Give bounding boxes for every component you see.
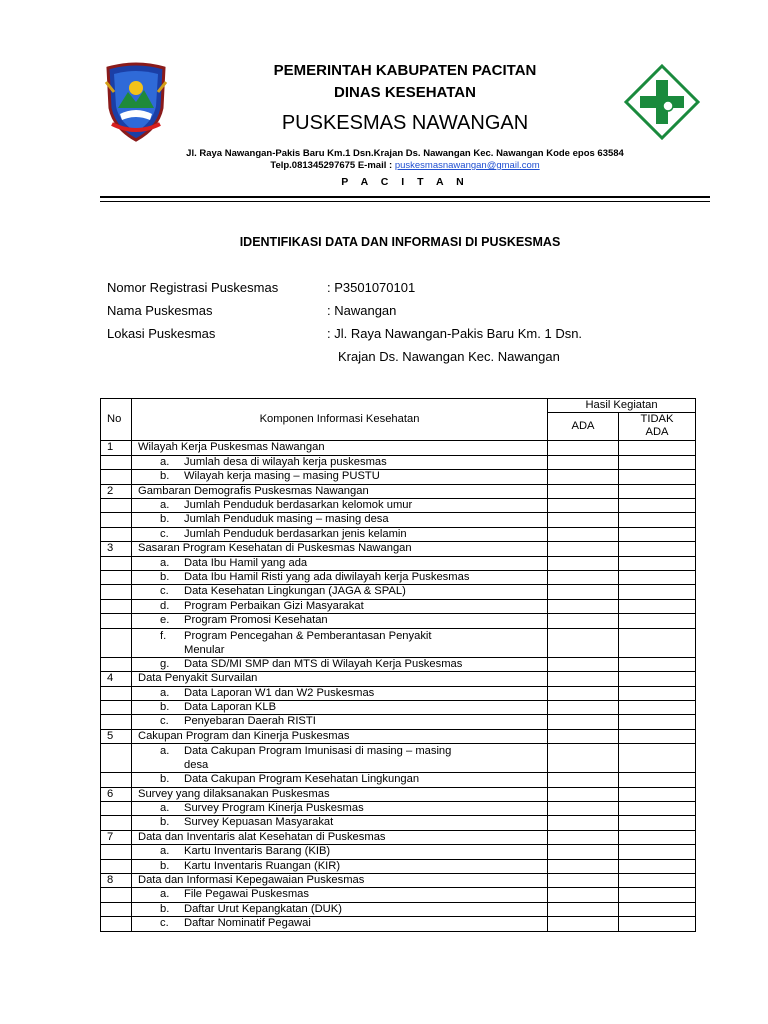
item-text: File Pegawai Puskesmas [184, 888, 309, 901]
item-marker: a. [160, 888, 170, 901]
ada-checkbox-cell[interactable] [548, 700, 619, 714]
table-row [101, 542, 696, 556]
field-value-location-cont: Krajan Ds. Nawangan Kec. Nawangan [338, 349, 560, 364]
row-number [101, 773, 132, 787]
row-component [132, 484, 548, 498]
table-row [101, 715, 696, 729]
row-number [101, 700, 132, 714]
ada-checkbox-cell[interactable] [548, 585, 619, 599]
ada-checkbox-cell[interactable] [548, 513, 619, 527]
ada-checkbox-cell[interactable] [548, 672, 619, 686]
tidak-ada-checkbox-cell[interactable] [619, 700, 696, 714]
tidak-ada-checkbox-cell[interactable] [619, 556, 696, 570]
field-label-location: Lokasi Puskesmas [107, 326, 216, 341]
item-marker: g. [160, 657, 170, 670]
item-text: Jumlah Penduduk masing – masing desa [184, 513, 389, 526]
row-number [101, 556, 132, 570]
table-row [101, 571, 696, 585]
ada-checkbox-cell[interactable] [548, 686, 619, 700]
puskesmas-cross-logo-icon [624, 64, 700, 140]
row-number [101, 715, 132, 729]
ada-checkbox-cell[interactable] [548, 499, 619, 513]
row-component [132, 801, 548, 815]
row-number [101, 571, 132, 585]
row-component [132, 917, 548, 931]
item-marker: b. [160, 773, 170, 786]
item-text: Data dan Inventaris alat Kesehatan di Puskesmas [138, 830, 386, 843]
row-number [101, 686, 132, 700]
col-header-tidak: TIDAK [640, 413, 674, 426]
item-text: Program Pencegahan & Pemberantasan Penyakit [184, 629, 432, 642]
table-row [101, 816, 696, 830]
item-marker: c. [160, 715, 169, 728]
row-component [132, 614, 548, 628]
row-component [132, 787, 548, 801]
item-text: Survey yang dilaksanakan Puskesmas [138, 787, 330, 800]
contact-line [100, 160, 710, 171]
department-name: DINAS KESEHATAN [334, 84, 476, 101]
item-text: Survey Kepuasan Masyarakat [184, 816, 334, 829]
item-marker: b. [160, 470, 170, 483]
ada-checkbox-cell[interactable] [548, 729, 619, 743]
tidak-ada-checkbox-cell[interactable] [619, 801, 696, 815]
row-number: 6 [101, 787, 132, 801]
item-text: Data Kesehatan Lingkungan (JAGA & SPAL) [184, 585, 406, 598]
tidak-ada-checkbox-cell[interactable] [619, 686, 696, 700]
row-number [101, 628, 132, 657]
ada-checkbox-cell[interactable] [548, 845, 619, 859]
ada-checkbox-cell[interactable] [548, 614, 619, 628]
ada-checkbox-cell[interactable] [548, 542, 619, 556]
item-marker: b. [160, 859, 170, 872]
row-number [101, 801, 132, 815]
row-component [132, 859, 548, 873]
tidak-ada-checkbox-cell[interactable] [619, 859, 696, 873]
row-component [132, 888, 548, 902]
col-header-tidak-2: ADA [645, 426, 669, 439]
table-row [101, 902, 696, 916]
item-text: Data dan Informasi Kepegawaian Puskesmas [138, 873, 365, 886]
row-number [101, 513, 132, 527]
row-number [101, 917, 132, 931]
row-number: 5 [101, 729, 132, 743]
tidak-ada-checkbox-cell[interactable] [619, 441, 696, 455]
tidak-ada-checkbox-cell[interactable] [619, 470, 696, 484]
item-text: Jumlah Penduduk berdasarkan kelomok umur [184, 499, 413, 512]
tidak-ada-checkbox-cell[interactable] [619, 484, 696, 498]
row-number [101, 888, 132, 902]
row-number [101, 527, 132, 541]
item-marker: b. [160, 700, 170, 713]
item-marker: a. [160, 455, 170, 468]
row-number [101, 599, 132, 613]
item-marker: a. [160, 686, 170, 699]
col-header-component: Komponen Informasi Kesehatan [132, 399, 548, 441]
table-row [101, 917, 696, 931]
table-row [101, 599, 696, 613]
item-marker: a. [160, 845, 170, 858]
item-text: Data Cakupan Program Imunisasi di masing – masing [184, 745, 452, 758]
tidak-ada-checkbox-cell[interactable] [619, 628, 696, 657]
field-value-registration: : P3501070101 [327, 280, 416, 295]
row-number [101, 744, 132, 773]
ada-checkbox-cell[interactable] [548, 801, 619, 815]
item-marker: c. [160, 585, 169, 598]
item-marker: b. [160, 816, 170, 829]
ada-checkbox-cell[interactable] [548, 455, 619, 469]
item-marker: d. [160, 599, 170, 612]
row-number [101, 585, 132, 599]
table-row [101, 441, 696, 455]
item-marker: e. [160, 614, 170, 627]
table-row [101, 499, 696, 513]
row-number: 7 [101, 830, 132, 844]
field-label-name: Nama Puskesmas [107, 303, 213, 318]
table-row [101, 773, 696, 787]
row-component [132, 816, 548, 830]
row-component [132, 686, 548, 700]
row-component [132, 902, 548, 916]
information-table [100, 398, 696, 932]
field-value-location: : Jl. Raya Nawangan-Pakis Baru Km. 1 Dsn. [327, 326, 583, 341]
item-text: Program Promosi Kesehatan [184, 614, 328, 627]
item-text: Data Ibu Hamil Risti yang ada diwilayah kerja Puskesmas [184, 571, 470, 584]
ada-checkbox-cell[interactable] [548, 744, 619, 773]
ada-checkbox-cell[interactable] [548, 441, 619, 455]
table-row [101, 830, 696, 844]
col-header-tidak-ada [619, 413, 696, 441]
ada-checkbox-cell[interactable] [548, 873, 619, 887]
item-marker: b. [160, 513, 170, 526]
item-text: Program Perbaikan Gizi Masyarakat [184, 599, 364, 612]
ada-checkbox-cell[interactable] [548, 715, 619, 729]
item-text-continued: Menular [184, 643, 225, 656]
item-text: Daftar Nominatif Pegawai [184, 917, 311, 930]
tidak-ada-checkbox-cell[interactable] [619, 830, 696, 844]
tidak-ada-checkbox-cell[interactable] [619, 845, 696, 859]
item-marker: f. [160, 629, 167, 642]
item-text: Data SD/MI SMP dan MTS di Wilayah Kerja Puskesmas [184, 657, 463, 670]
row-component [132, 499, 548, 513]
table-row [101, 845, 696, 859]
tidak-ada-checkbox-cell[interactable] [619, 499, 696, 513]
table-row [101, 801, 696, 815]
ada-checkbox-cell[interactable] [548, 527, 619, 541]
table-row [101, 744, 696, 773]
table-row [101, 513, 696, 527]
tidak-ada-checkbox-cell[interactable] [619, 599, 696, 613]
tidak-ada-checkbox-cell[interactable] [619, 614, 696, 628]
table-row [101, 527, 696, 541]
table-row [101, 873, 696, 887]
ada-checkbox-cell[interactable] [548, 773, 619, 787]
row-component [132, 773, 548, 787]
tidak-ada-checkbox-cell[interactable] [619, 917, 696, 931]
item-text: Kartu Inventaris Ruangan (KIR) [184, 859, 341, 872]
row-number [101, 816, 132, 830]
row-number [101, 455, 132, 469]
tidak-ada-checkbox-cell[interactable] [619, 787, 696, 801]
table-row [101, 888, 696, 902]
row-component [132, 585, 548, 599]
email-link[interactable]: puskesmasnawangan@gmail.com [394, 160, 540, 171]
city-name: P A C I T A N [341, 176, 469, 188]
table-header-row [101, 399, 696, 413]
ada-checkbox-cell[interactable] [548, 787, 619, 801]
item-text: Data Penyakit Survailan [138, 672, 258, 685]
table-row [101, 657, 696, 671]
ada-checkbox-cell[interactable] [548, 470, 619, 484]
row-component [132, 556, 548, 570]
item-marker: b. [160, 571, 170, 584]
item-marker: c. [160, 527, 169, 540]
item-text: Daftar Urut Kepangkatan (DUK) [184, 902, 342, 915]
row-component [132, 571, 548, 585]
tidak-ada-checkbox-cell[interactable] [619, 585, 696, 599]
row-component [132, 455, 548, 469]
field-label-registration: Nomor Registrasi Puskesmas [107, 280, 279, 295]
table-row [101, 787, 696, 801]
pacitan-regency-emblem-icon [104, 62, 168, 142]
row-component [132, 441, 548, 455]
row-number: 4 [101, 672, 132, 686]
row-component [132, 527, 548, 541]
tidak-ada-checkbox-cell[interactable] [619, 571, 696, 585]
item-marker: a. [160, 556, 170, 569]
row-number [101, 859, 132, 873]
item-text: Data Cakupan Program Kesehatan Lingkungan [184, 773, 420, 786]
row-number [101, 470, 132, 484]
ada-checkbox-cell[interactable] [548, 599, 619, 613]
puskesmas-name: PUSKESMAS NAWANGAN [281, 112, 529, 134]
item-marker: b. [160, 902, 170, 915]
ada-checkbox-cell[interactable] [548, 830, 619, 844]
table-row [101, 729, 696, 743]
ada-checkbox-cell[interactable] [548, 816, 619, 830]
row-number [101, 845, 132, 859]
ada-checkbox-cell[interactable] [548, 571, 619, 585]
address-line: Jl. Raya Nawangan-Pakis Baru Km.1 Dsn.Krajan Ds. Nawangan Kec. Nawangan Kode epos 63584 [186, 148, 624, 159]
ada-checkbox-cell[interactable] [548, 859, 619, 873]
row-component [132, 700, 548, 714]
row-number: 8 [101, 873, 132, 887]
tidak-ada-checkbox-cell[interactable] [619, 455, 696, 469]
table-row [101, 614, 696, 628]
row-number: 2 [101, 484, 132, 498]
item-text: Cakupan Program dan Kinerja Puskesmas [138, 729, 350, 742]
row-component [132, 845, 548, 859]
header-divider-thin [100, 201, 710, 202]
ada-checkbox-cell[interactable] [548, 657, 619, 671]
item-text: Wilayah Kerja Puskesmas Nawangan [138, 441, 325, 454]
row-component [132, 657, 548, 671]
item-marker: a. [160, 499, 170, 512]
row-component [132, 830, 548, 844]
table-row [101, 859, 696, 873]
ada-checkbox-cell[interactable] [548, 484, 619, 498]
ada-checkbox-cell[interactable] [548, 902, 619, 916]
row-number [101, 614, 132, 628]
row-number [101, 499, 132, 513]
document-title: IDENTIFIKASI DATA DAN INFORMASI DI PUSKESMAS [239, 235, 561, 249]
tidak-ada-checkbox-cell[interactable] [619, 773, 696, 787]
tidak-ada-checkbox-cell[interactable] [619, 527, 696, 541]
table-row [101, 628, 696, 657]
item-text: Wilayah kerja masing – masing PUSTU [184, 470, 380, 483]
tidak-ada-checkbox-cell[interactable] [619, 542, 696, 556]
table-row [101, 556, 696, 570]
item-marker: a. [160, 745, 170, 758]
row-component [132, 744, 548, 773]
tidak-ada-checkbox-cell[interactable] [619, 672, 696, 686]
item-text: Data Ibu Hamil yang ada [184, 556, 308, 569]
item-text: Survey Program Kinerja Puskesmas [184, 801, 364, 814]
row-number [101, 902, 132, 916]
table-row [101, 484, 696, 498]
col-header-result: Hasil Kegiatan [548, 399, 696, 413]
ada-checkbox-cell[interactable] [548, 917, 619, 931]
contact-phone: Telp.081345297675 E-mail : [270, 160, 395, 171]
ada-checkbox-cell[interactable] [548, 628, 619, 657]
table-row [101, 470, 696, 484]
field-value-name: : Nawangan [327, 303, 397, 318]
tidak-ada-checkbox-cell[interactable] [619, 513, 696, 527]
row-number: 1 [101, 441, 132, 455]
item-text: Data Laporan KLB [184, 700, 277, 713]
table-row [101, 686, 696, 700]
tidak-ada-checkbox-cell[interactable] [619, 902, 696, 916]
col-header-no: No [101, 399, 132, 441]
tidak-ada-checkbox-cell[interactable] [619, 715, 696, 729]
row-component [132, 470, 548, 484]
row-number: 3 [101, 542, 132, 556]
col-header-ada: ADA [548, 413, 619, 441]
item-text: Gambaran Demografis Puskesmas Nawangan [138, 484, 369, 497]
tidak-ada-checkbox-cell[interactable] [619, 873, 696, 887]
table-row [101, 672, 696, 686]
table-row [101, 585, 696, 599]
government-name: PEMERINTAH KABUPATEN PACITAN [273, 62, 537, 79]
row-component [132, 542, 548, 556]
item-marker: c. [160, 917, 169, 930]
item-text: Jumlah desa di wilayah kerja puskesmas [184, 455, 387, 468]
tidak-ada-checkbox-cell[interactable] [619, 744, 696, 773]
row-component [132, 873, 548, 887]
item-text: Jumlah Penduduk berdasarkan jenis kelamin [184, 527, 407, 540]
row-component [132, 729, 548, 743]
row-component [132, 672, 548, 686]
tidak-ada-checkbox-cell[interactable] [619, 888, 696, 902]
row-number [101, 657, 132, 671]
item-marker: a. [160, 801, 170, 814]
tidak-ada-checkbox-cell[interactable] [619, 657, 696, 671]
ada-checkbox-cell[interactable] [548, 888, 619, 902]
tidak-ada-checkbox-cell[interactable] [619, 816, 696, 830]
ada-checkbox-cell[interactable] [548, 556, 619, 570]
row-component [132, 513, 548, 527]
table-row [101, 700, 696, 714]
header-divider-thick [100, 196, 710, 198]
item-text: Kartu Inventaris Barang (KIB) [184, 845, 331, 858]
item-text-continued: desa [184, 759, 209, 772]
row-component [132, 715, 548, 729]
item-text: Sasaran Program Kesehatan di Puskesmas Nawangan [138, 542, 412, 555]
row-component [132, 599, 548, 613]
row-component [132, 628, 548, 657]
item-text: Penyebaran Daerah RISTI [184, 715, 316, 728]
table-row [101, 455, 696, 469]
item-text: Data Laporan W1 dan W2 Puskesmas [184, 686, 375, 699]
tidak-ada-checkbox-cell[interactable] [619, 729, 696, 743]
